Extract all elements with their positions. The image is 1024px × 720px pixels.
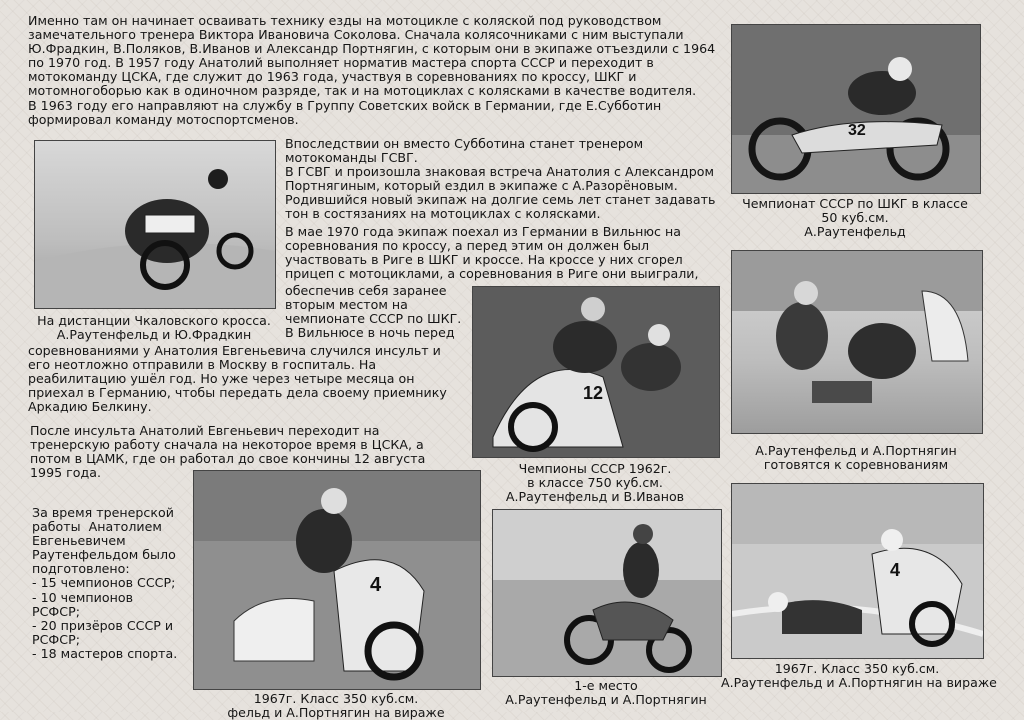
caption-1967-bend-left: 1967г. Класс 350 куб.см. фельд и А.Портнягин на вираже xyxy=(227,691,445,720)
photo-1967-bend-right xyxy=(731,483,984,659)
caption-preparation: А.Раутенфельд и А.Портнягин готовятся к соревнованиям xyxy=(755,443,957,473)
caption-championship-50cc: Чемпионат СССР по ШКГ в классе 50 куб.см. А.Раутенфельд xyxy=(742,196,968,240)
caption-1967-bend-right: 1967г. Класс 350 куб.см. А.Раутенфельд и А.Портнягин на вираже xyxy=(721,661,997,691)
caption-chkalov-cross: На дистанции Чкаловского кросса. А.Раутенфельд и Ю.Фрадкин xyxy=(37,313,271,343)
text-paragraph-stroke: соревнованиями у Анатолия Евгеньевича случился инсульт и его неотложно отправили в Москву в госпиталь. На реабилитацию ушёл год. Но уже через четыре месяца он приехал в Германию, чтобы передать дела своему приемнику Аркадию Белкину. xyxy=(28,343,447,415)
photo-champions-1962 xyxy=(472,286,720,458)
race-number-32: 32 xyxy=(848,122,866,139)
race-number-4-left: 4 xyxy=(370,574,382,596)
text-paragraph-vilnius: В мае 1970 года экипаж поехал из Германии в Вильнюс на соревнования по кроссу, а перед этим он должен был участвовать в Риге в ШКГ и кроссе. На кроссе у них сгорел прицеп с мотоциклами, а соревнования в Риге они выиграли, xyxy=(285,224,699,282)
text-paragraph-gsvg: Впоследствии он вместо Субботина станет тренером мотокоманды ГСВГ. В ГСВГ и произошла знаковая встреча Анатолия с Александром Портнягиным, который ездил в экипаже с А.Разорёновым. Родившийся новый экипаж на долгие семь лет станет задавать тон в состязаниях на мотоциклах с колясками. xyxy=(285,136,716,222)
photo-preparation xyxy=(731,250,983,434)
race-number-12: 12 xyxy=(583,383,604,403)
caption-first-place: 1-е место А.Раутенфельд и А.Портнягин xyxy=(505,678,707,708)
photo-1967-bend-left xyxy=(193,470,481,690)
photo-first-place xyxy=(492,509,722,677)
text-paragraph-achievements: За время тренерской работы Анатолием Евгеньевичем Раутенфельдом было подготовлено: - 15 чемпионов СССР; - 10 чемпионов РСФСР; - 20 призёров СССР и РСФСР; - 18 мастеров спорта. xyxy=(32,505,178,661)
photo-championship-50cc xyxy=(731,24,981,194)
text-paragraph-coaching: После инсульта Анатолий Евгеньевич переходит на тренерскую работу сначала на некоторое время в ЦСКА, а потом в ЦАМК, где он работал до свое кончины 12 августа 1995 года. xyxy=(30,423,426,481)
text-paragraph-vilnius-cont: обеспечив себя заранее вторым местом на чемпионате СССР по ШКГ. В Вильнюсе в ночь перед xyxy=(285,283,462,341)
text-paragraph-intro: Именно там он начинает осваивать технику езды на мотоцикле с коляской под руководством замечательного тренера Виктора Ивановича Соколова. Сначала колясочниками с ним выступали Ю.Фрадкин, В.Поляков, В.Иванов и Александр Портнягин, с которым они в экипаже отъездили с 1964 по 1970 год. В 1957 году Анатолий выполняет норматив мастера спорта СССР и переходит в мотокоманду ЦСКА, где служит до 1963 года, участвуя в соревнованиях по кроссу, ШКГ и мотомногоборью как в одиночном разряде, так и на мотоциклах с колясками в качестве водителя. В 1963 году его направляют на службу в Группу Советских войск в Германии, где Е.Субботин формировал команду мотоспортсменов. xyxy=(28,13,716,127)
race-number-4-right: 4 xyxy=(890,560,901,580)
photo-chkalov-cross xyxy=(34,140,276,309)
caption-champions-1962: Чемпионы СССР 1962г. в классе 750 куб.см. А.Раутенфельд и В.Иванов xyxy=(505,461,685,505)
